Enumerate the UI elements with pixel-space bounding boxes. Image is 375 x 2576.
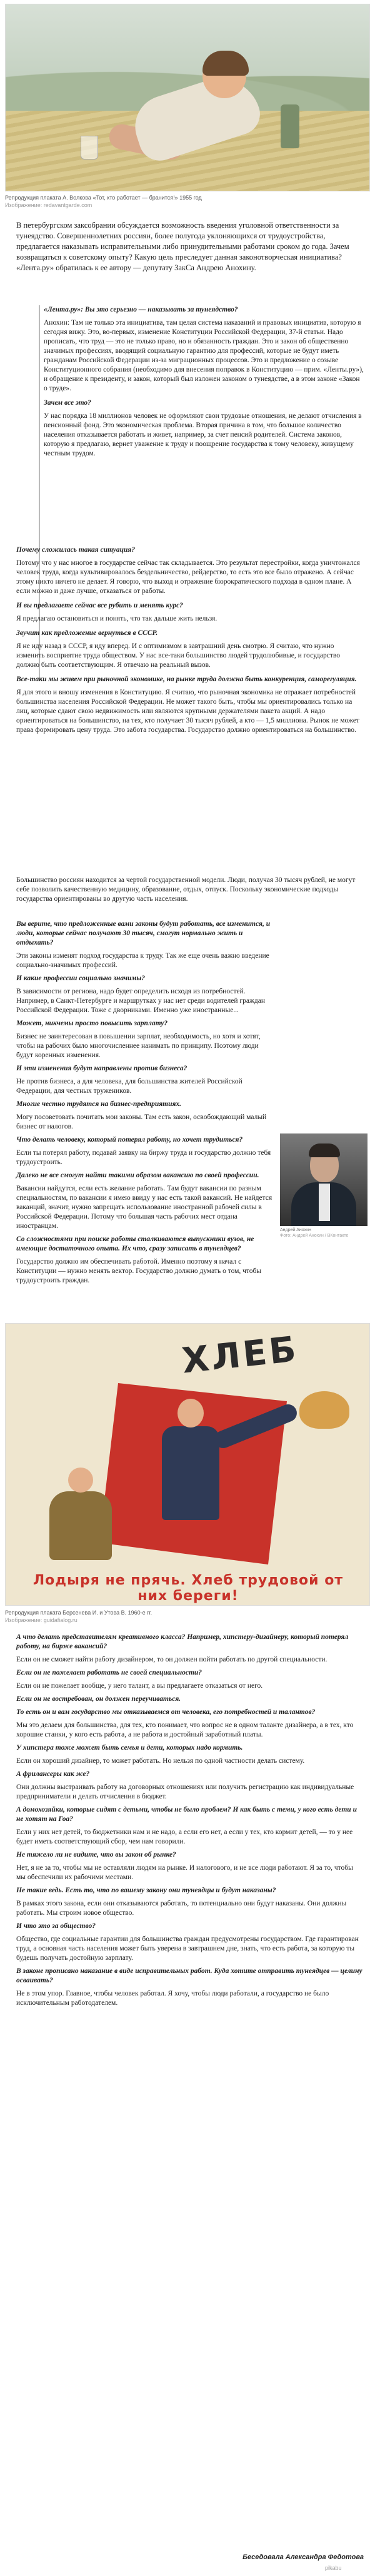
reclining-figure <box>109 42 265 173</box>
poster1-caption: Репродукция плаката А. Волкова «Тот, кто работает — бранится!» 1955 год Изображение: redavantgarde.com <box>5 194 370 209</box>
interview-block-3: А что делать представителям креативного класса? Например, хипстеру-дизайнеру, который потерял работу, на бирже вакансий? Если он не сможет найти работу дизайнером, то он должен пойти работать по другой специальности. Если он не пожелает работать не своей специальности? Если он не пожелает вообще, у него талант, а вы предлагаете отказаться от него. Если он не востребован, он должен переучиваться. То есть он и вам государство мы отказываемся от человека, его потребностей и талантов? Мы это делаем для большинства, для тех, кто понимает, что вопрос не в одном таланте дизайнера, а в тех, кто хорошие станки, у кого есть работа, а не работа и достойный заработный платы. У хипстера тоже может быть семья и дети, которых надо кормить. Если он хороший дизайнер, то может работать. Но нельзя по одной частности делать систему. А фрилансеры как же? Они должны выстраивать работу на договорных отношениях или получить регистрацию как индивидуальные предприниматели и делать отчисления в бюджет. А домохозяйки, которые сидят с детьми, чтобы не было проблем? И как быть с теми, у кого есть дети и не хотят на Гоа? Если у них нет детей, то бюджетники нам и не надо, а если его нет, а если у тех, кто кормит детей, — то у нее будет иметь соответствующий сбор, чем нам говорили. Не тяжело ли не видите, что вы закон об рынке? Нет, я не за то, чтобы мы не оставляли людям на рынке. И налогового, и не все люди работают. Я за то, чтобы мы обеспечили их рабочими местами. Не такие ведь. Есть то, что по вашему закону они тунеядцы и будут наказаны? В рамках этого закона, если они отказываются работать, то потенциально они будут наказаны. Они должны работать. Мы строим новое общество. И что это за общество? Общество, где социальные гарантии для большинства граждан предусмотрены государством. Где гарантирован труд, а основная часть населения может быть уверена в завтрашнем дне, знать, что есть работа, за которую ты будешь получать достойную зарплату. В законе прописано наказание в виде исправительных работ. Куда хотите отправить тунеядцев — целину осваивать? Не в этом упор. Главное, чтобы человек работал. Я хочу, чтобы люди работали, а государство не было исключительным работодателем. <box>16 1633 362 2007</box>
author-signature: Беседовала Александра Федотова <box>242 2553 364 2561</box>
middle-paragraph: Большинство россиян находится за чертой государственной модели. Люди, получая 30 тысяч рублей, не могут себе позволить качественную медицину, образование, отдых, отпуск. Поскольку экономические подходы государства ориентированы во другую часть населения. <box>16 876 356 903</box>
worker-figure <box>156 1399 224 1543</box>
interview-block-1b: Почему сложилась такая ситуация? Потому что у нас многое в государстве сейчас так складывается. Это результат перестройки, когда уничтожался человек труда, когда культивировалось бездельничество, рейдерство, то есть это все было отражено. А сейчас этому никто ничего не делает. Я говорю, что выход и отражение бюрократического подхода в одном плане. А если можно и даже лучше, отказаться от работы. И вы предлагаете сейчас все рубить и менять курс? Я предлагаю остановиться и понять, что так дальше жить нельзя. Звучит как предложение вернуться в СССР. Я не иду назад в СССР, я иду вперед. И с оптимизмом в завтрашний день смотрю. Я считаю, что нужно изменить восприятие труда обществом. У нас все-таки большинство людей трудолюбивые, и государство должно быть соответствующим. Я отвечаю на реальный вызов. Все-таки мы живем при рыночной экономике, на рынке труда должна быть конкуренция, саморегуляция. Я для этого и вношу изменения в Конституцию. Я считаю, что рыночная экономика не отражает потребностей большинства населения Российской Федерации. Не может такого быть, чтобы мы ориентировались только на лиц, которые сдают свою недвижимость или являются крупными держателями пакета акций. А надо ориентироваться на большинство, на тех, кто получает 30 тысяч рублей, а кто — 1,5 миллиона. Рынок не может права формировать цену труда. Это забота государства. Государство должно ориентироваться на большинство. <box>16 546 360 734</box>
poster-image-bread <box>5 1323 370 1606</box>
idler-figure <box>31 1468 118 1568</box>
portrait-caption: Андрей Анохин Фото: Андрей Анохин / ВКонтакте <box>280 1228 349 1238</box>
intro-paragraph: В петербургском заксобрании обсуждается возможность введения уголовной ответственности за тунеядство. Совершеннолетних россиян, более полугода уклоняющихся от трудоустройства, предлагается наказывать исправительными либо принудительными работами сроком до года. Зачем возвращаться к советскому опыту? Какую цель преследует данная законотворческая инициатива? «Лента.ру» обратилась к ее автору — депутату ЗакСа Андрею Анохину. <box>16 221 349 272</box>
interview-block-2: Вы верите, что предложенные вами законы будут работать, все изменится, и люди, которые сейчас получают 30 тысяч, смогут нормально жить и отдыхать? Эти законы изменят подход государства к труду. Так же еще очень важно введение социально-значимых профессий. И какие профессии социально значимы? В зависимости от региона, надо будет определить исходя из потребностей. Например, в Санкт-Петербурге и маршрутках у нас нет среди водителей граждан Российской Федерации. Тоже с дворниками. Именно уже иностранные... Может, никчемы просто повысить зарплату? Бизнес не заинтересован в повышении зарплат, необходимость, но хотя и хотят, чтобы на рабочих было многочисленнее нанимать по принципу. Поэтому люди будут коренных изменения. И эти изменения будут направлены против бизнеса? Не против бизнеса, а для человека, для большинства жителей Российской Федерации, для честных тружеников. Многие честно трудятся на бизнес-предприятиях. Могу посоветовать почитать мои законы. Там есть закон, освобождающий малый бизнес от налогов. Что делать человеку, который потерял работу, но хочет трудиться? Если ты потерял работу, подавай заявку на биржу труда и государство должно тебя трудоустроить. Далеко не все смогут найти такими образом вакансию по своей профессии. Вакансии найдутся, если есть желание работать. Там будут вакансии по разным специальностям, по вакансии я имею ввиду у нас есть такой вакансий. Не найдется ваканций, значит, нужно запрещать использование иностранной рабочей силы в Российской Федерации. Потому что большая часть рабочих мест отдана иностранцам. Со сложностями при поиске работы сталкиваются выпускники вузов, не имеющие достаточного опыта. Их что, сразу записать в тунеядцев? Государство должно им обеспечивать работой. Именно поэтому я начал с Конституции — нужно менять вектор. Государство должно думать о том, чтобы трудоустроить граждан. <box>16 920 272 1284</box>
watermark: pikabu <box>325 2565 342 2571</box>
poster2-source: Изображение: guidafialog.ru <box>5 1617 78 1623</box>
poster1-source: Изображение: redavantgarde.com <box>5 202 92 208</box>
poster2-caption: Репродукция плаката Берсенева И. и Утова В. 1960-е гг. Изображение: guidafialog.ru <box>5 1609 370 1624</box>
interview-block-1: «Лента.ру»: Вы это серьезно — наказывать за тунеядство? Анохин: Там не только эта инициатива, там целая система наказаний и правовых инициатив, которую я сегодня вижу. Это, во-первых, изменение Конституции Российской Федерации, 37-й статьи. Надо прописать, что труд — это не только право, но и обязанность граждан. Это и закон об общественно значимых профессиях, вводящий социальную гарантию для профессий, которые не будут иметь гражданам Российской Федерации из-за миграционных процессов. Это и предложение о созыве Конституционного собрания (необходимо для внесения поправок в Конституцию — прим. «Ленты.ру»), и обращение к президенту, и закон, который был изложен законом о тунеядстве, а в этом законе «Закон о труде». Зачем все это? У нас порядка 18 миллионов человек не оформляют свои трудовые отношения, не делают отчисления в пенсионный фонд. Это экономическая проблема. Вторая причина в том, что большое количество населения отказывается работать и живет, например, за счет пенсий родителей. Система законов, которую я предлагаю, вернет уважение к труду и поощрение государства к тому человеку, живущему честным трудом. <box>44 306 364 457</box>
poster2-title: ХЛЕБ <box>180 1329 301 1382</box>
portrait-photo <box>280 1133 368 1226</box>
poster-image-volkov <box>5 4 370 191</box>
poster2-slogan: Лодыря не прячь. Хлеб трудовой от них береги! <box>32 1573 344 1604</box>
bread-icon <box>299 1391 349 1429</box>
